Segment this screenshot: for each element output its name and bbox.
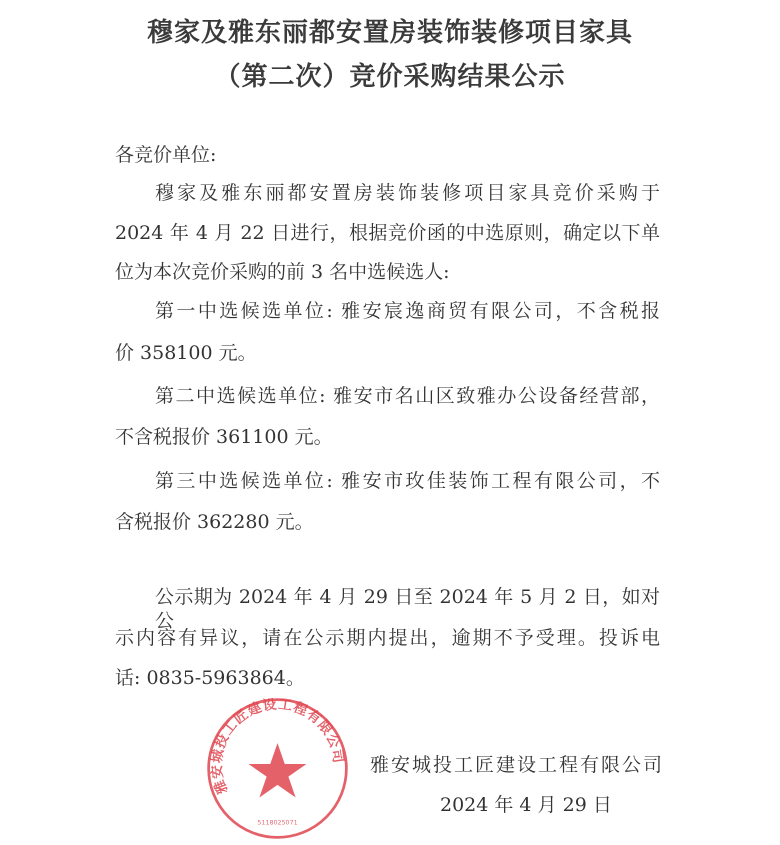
notice-line: 公示期为 2024 年 4 月 29 日至 2024 年 5 月 2 日，如对公	[155, 586, 660, 632]
candidate-3-line: 含税报价 362280 元。	[115, 511, 314, 533]
candidate-1-line: 第一中选候选单位: 雅安宸逸商贸有限公司，不含税报	[155, 300, 660, 322]
notice-line: 话: 0835-5963864。	[115, 667, 305, 689]
document-title-line2: （第二次）竞价采购结果公示	[214, 62, 566, 92]
candidate-1-line: 价 358100 元。	[115, 342, 257, 364]
svg-text:5118025071: 5118025071	[257, 819, 298, 827]
paragraph-line: 穆家及雅东丽都安置房装饰装修项目家具竞价采购于	[155, 182, 660, 204]
company-seal	[205, 696, 350, 841]
paragraph-line: 位为本次竞价采购的前 3 名中选候选人:	[115, 261, 450, 283]
paragraph-line: 2024 年 4 月 22 日进行，根据竞价函的中选原则，确定以下单	[115, 222, 660, 244]
svg-text:雅安城投工匠建设工程有限公司: 雅安城投工匠建设工程有限公司	[208, 696, 347, 796]
candidate-2-line: 第二中选候选单位: 雅安市名山区致雅办公设备经营部，	[155, 385, 660, 407]
signature-date: 2024 年 4 月 29 日	[440, 794, 612, 816]
signature-company: 雅安城投工匠建设工程有限公司	[370, 754, 665, 776]
notice-line: 示内容有异议，请在公示期内提出，逾期不予受理。投诉电	[115, 627, 660, 649]
document-title-line1: 穆家及雅东丽都安置房装饰装修项目家具	[146, 18, 633, 48]
candidate-2-line: 不含税报价 361100 元。	[115, 426, 333, 448]
candidate-3-line: 第三中选候选单位: 雅安市玫佳装饰工程有限公司，不	[155, 470, 660, 492]
salutation: 各竞价单位:	[115, 144, 217, 166]
